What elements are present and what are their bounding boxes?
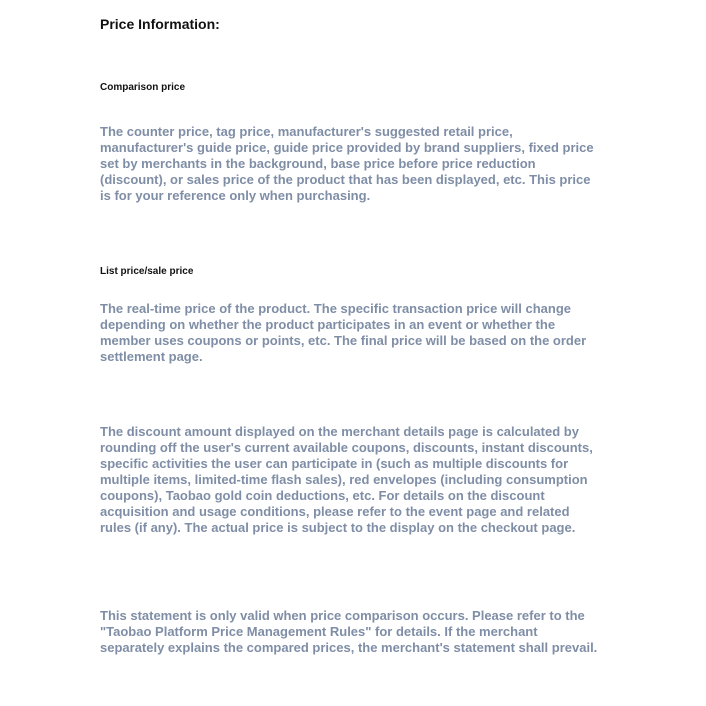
comparison-price-text: The counter price, tag price, manufacturer's suggested retail price, manufacturer's guide price, guide price provided by brand suppliers, fixed price set by merchants in the background, base price before price reduction (discount), or sales price of the product that has been displayed, etc. This price is for your reference only when purchasing.	[100, 124, 594, 203]
page-title: Price Information:	[100, 16, 220, 32]
discount-text: The discount amount displayed on the merchant details page is calculated by rounding off the user's current available coupons, discounts, instant discounts, specific activities the user can participate in (such as multiple discounts for multiple items, limited-time flash sales), red envelopes (including consumption coupons), Taobao gold coin deductions, etc. For details on the discount acquisition and usage conditions, please refer to the event page and related rules (if any). The actual price is subject to the display on the checkout page.	[100, 424, 593, 535]
comparison-price-heading: Comparison price	[100, 82, 186, 93]
list-price-text: The real-time price of the product. The specific transaction price will change depending on whether the product participates in an event or whether the member uses coupons or points, etc. The final price will be based on the order settlement page.	[100, 301, 587, 364]
list-price-heading: List price/sale price	[100, 266, 194, 277]
statement-text: This statement is only valid when price comparison occurs. Please refer to the "Taobao Platform Price Management Rules" for details. If the merchant separately explains the compared prices, the merchant's statement shall prevail.	[100, 608, 598, 655]
